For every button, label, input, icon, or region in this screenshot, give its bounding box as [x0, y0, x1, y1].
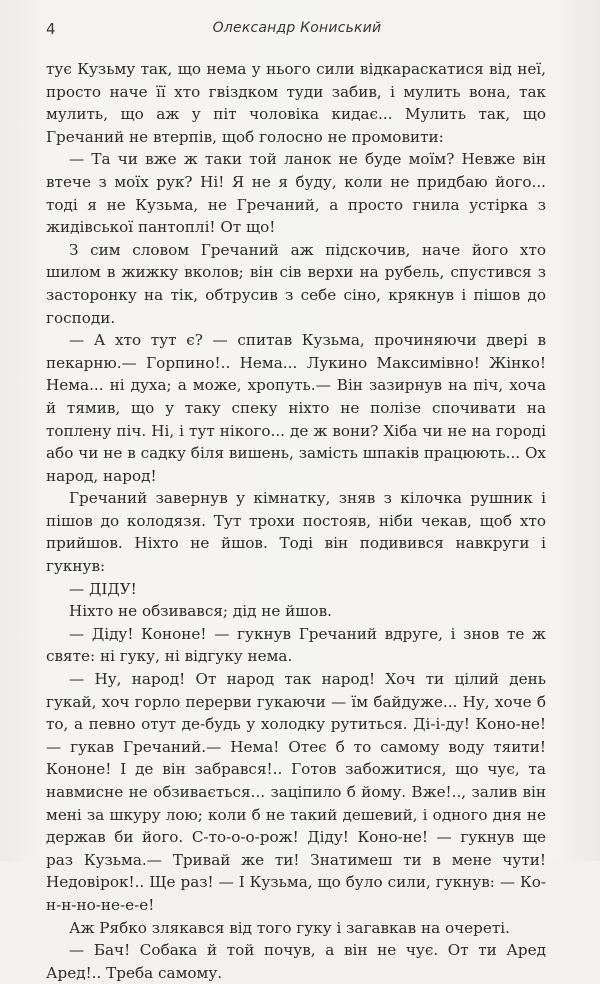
running-head — [46, 20, 548, 42]
paragraph: — ДІДУ! — [69, 579, 137, 598]
page-number: 4 — [46, 20, 56, 38]
paragraph: — А хто тут є? — спитав Кузьма, прочиняючи двері в пекарню.— Горпино!.. Нема... Лукино Максимівно! Жінко! Нема... ні духа; а може, хропуть.— Він зазирнув на піч, хоча й тямив, що у таку спеку ніхто не полізе спочивати на топлену піч. Ні, і тут нікого... де ж вони? Хіба чи не на городі або чи не в садку біля вишень, замість шпаків працюють... Ох народ, народ! — [46, 331, 546, 485]
paragraph: — Ну, народ! От народ так народ! Хоч ти цілий день гукай, хоч горло перерви гукаючи — їм байдуже... Ну, хоче б то, а певно отут де-будь у холодку рутиться. Ді-і-ду! Коно-не! — гукав Гречаний.— Нема! Отеє б то самому воду тяити! Кононе! І де він забрався!.. Готов забожитися, що чує, та навмисне не обзивається... заціпило б йому. Вже!.., залив він мені за шкуру лою; коли б не такий дешевий, і одного дня не держав би його. С-то-о-о-рож! Діду! Коно-не! — гукнув ще раз Кузьма.— Тривай же ти! Знатимеш ти в мене чути! Недовірок!.. Ще раз! — І Кузьма, що було сили, гукнув: — Ко-н-н-но-не-е-е! — [46, 670, 546, 914]
paragraph: — Та чи вже ж таки той ланок не буде моїм? Невже він втече з моїх рук? Ні! Я не я буду, коли не придбаю його... тоді я не Кузьма, не Гречаний, а просто гнила устірка з жидівської пантоплі! От що! — [46, 150, 546, 237]
paragraph: Гречаний завернув у кімнатку, зняв з кілочка рушник і пішов до колодязя. Тут трохи постояв, ніби чекав, щоб хто прийшов. Ніхто не йшов. Тоді він подивився навкруги і гукнув: — [46, 489, 546, 576]
text-body — [46, 58, 546, 984]
paragraph: тує Кузьму так, що нема у нього сили відкараскатися від неї, просто наче її хто гвіздком туди забив, і мулить вона, так мулить, що аж у піт чоловіка кидає... Мулить так, що Гречаний не втерпів, щоб голосно не промовити: — [46, 60, 546, 146]
paragraph: Аж Рябко злякався від того гуку і загавкав на очереті. — [69, 918, 510, 937]
paragraph: — Діду! Кононе! — гукнув Гречаний вдруге, і знов те ж святе: ні гуку, ні відгуку нема. — [46, 624, 546, 666]
paragraph: — Бач! Собака й той почув, а він не чує. От ти Аред Аред!.. Треба самому. — [46, 941, 546, 982]
author-name: Олександр Кониський — [212, 20, 382, 36]
paragraph: Ніхто не обзивався; дід не йшов. — [69, 602, 332, 621]
paragraph: З сим словом Гречаний аж підскочив, наче його хто шилом в жижку вколов; він сів верхи на рубель, спустився з засторонку на тік, обтрусив з себе сіно, крякнув і пішов до господи. — [46, 240, 546, 327]
